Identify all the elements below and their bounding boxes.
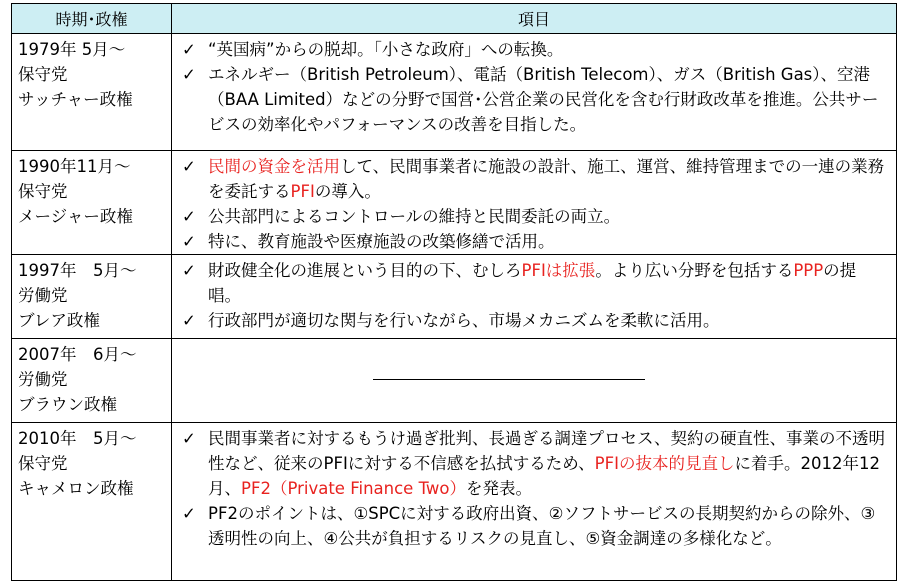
government-name: ブレア政権 xyxy=(18,311,100,330)
bullet-item xyxy=(182,229,886,254)
table-row xyxy=(12,339,897,423)
bullet-item xyxy=(182,204,886,229)
header-period: 時期･政権 xyxy=(12,4,172,34)
period-date: 1990年11月〜 xyxy=(18,157,131,176)
party-name: 労働党 xyxy=(18,370,68,389)
bullet-text: “英国病”からの脱却。「小さな政府」への転換。 xyxy=(208,40,564,59)
table-row xyxy=(12,423,897,581)
table-row xyxy=(12,151,897,255)
highlight-text: 民間の資金を活用 xyxy=(208,157,340,176)
period-date: 2007年 6月〜 xyxy=(18,345,137,364)
checkmark-icon: ✓ xyxy=(182,429,196,448)
government-name: キャメロン政権 xyxy=(18,479,134,498)
bullet-text: PF2のポイントは、①SPCに対する政府出資、②ソフトサービスの長期契約からの除外、③透明性の向上、④公共が負担するリスクの見直し、⑤資金調達の多様化など。 xyxy=(208,504,876,548)
bullet-item xyxy=(182,37,886,62)
bullet-text: の提唱。 xyxy=(208,261,857,305)
dash-line xyxy=(373,379,645,380)
highlight-text: PFI xyxy=(290,182,315,201)
bullet-text: 民間事業者に対するもうけ過ぎ批判、長過ぎる調達プロセス、契約の硬直性、事業の不透明性など、従来のPFIに対する不信感を払拭するため、 xyxy=(208,429,885,473)
table-row xyxy=(12,255,897,339)
checkmark-icon: ✓ xyxy=(182,504,196,523)
party-name: 保守党 xyxy=(18,454,68,473)
bullet-item xyxy=(182,501,886,551)
bullet-text: に着手。2012年12月、 xyxy=(208,454,880,498)
bullet-text: 。より広い分野を包括する xyxy=(595,261,794,280)
government-name: サッチャー政権 xyxy=(18,90,133,109)
items-cell xyxy=(172,151,897,255)
bullet-text: の導入。 xyxy=(314,182,381,201)
table-row xyxy=(12,34,897,151)
government-name: メージャー政権 xyxy=(18,207,133,226)
checkmark-icon: ✓ xyxy=(182,232,196,251)
party-name: 労働党 xyxy=(18,286,68,305)
highlight-text: PPP xyxy=(793,261,824,280)
bullet-text: を発表。 xyxy=(466,479,533,498)
checkmark-icon: ✓ xyxy=(182,40,196,59)
bullet-item xyxy=(182,154,886,204)
checkmark-icon: ✓ xyxy=(182,65,196,84)
highlight-text: PF2（Private Finance Two） xyxy=(241,479,467,498)
items-cell xyxy=(172,423,897,581)
highlight-text: PFIは拡張 xyxy=(521,261,596,280)
period-cell xyxy=(12,423,172,581)
period-date: 1979年 5月〜 xyxy=(18,40,126,59)
period-cell xyxy=(12,151,172,255)
checkmark-icon: ✓ xyxy=(182,261,196,280)
checkmark-icon: ✓ xyxy=(182,157,196,176)
period-cell xyxy=(12,339,172,423)
period-cell xyxy=(12,34,172,151)
bullet-text: 特に、教育施設や医療施設の改築修繕で活用。 xyxy=(208,232,555,251)
checkmark-icon: ✓ xyxy=(182,207,196,226)
bullet-text: 公共部門によるコントロールの維持と民間委託の両立。 xyxy=(208,207,621,226)
header-items: 項目 xyxy=(172,4,897,34)
bullet-text: エネルギー（British Petroleum）、電話（British Telecom）、ガス（British Gas）、空港（BAA Limited）などの分野で国営･公営企業の民営化を含む行財政改革を推進。公共サービスの効率化やパフォーマンスの改善を目指した。 xyxy=(208,65,879,134)
party-name: 保守党 xyxy=(18,182,68,201)
bullet-text: 行政部門が適切な関与を行いながら、市場メカニズムを柔軟に活用。 xyxy=(208,311,720,330)
checkmark-icon: ✓ xyxy=(182,311,196,330)
bullet-item xyxy=(182,258,886,308)
items-cell xyxy=(172,255,897,339)
items-cell-empty xyxy=(172,339,897,423)
items-cell xyxy=(172,34,897,151)
period-date: 2010年 5月〜 xyxy=(18,429,137,448)
government-name: ブラウン政権 xyxy=(18,395,117,414)
header-row xyxy=(12,4,897,34)
bullet-text: 財政健全化の進展という目的の下、むしろ xyxy=(208,261,522,280)
bullet-item xyxy=(182,62,886,137)
policy-history-table xyxy=(11,3,897,581)
highlight-text: PFIの抜本的見直し xyxy=(594,454,735,473)
bullet-text: して、民間事業者に施設の設計、施工、運営、維持管理までの一連の業務を委託する xyxy=(208,157,885,201)
period-date: 1997年 5月〜 xyxy=(18,261,137,280)
bullet-item xyxy=(182,308,886,333)
party-name: 保守党 xyxy=(18,65,68,84)
bullet-item xyxy=(182,426,886,501)
period-cell xyxy=(12,255,172,339)
